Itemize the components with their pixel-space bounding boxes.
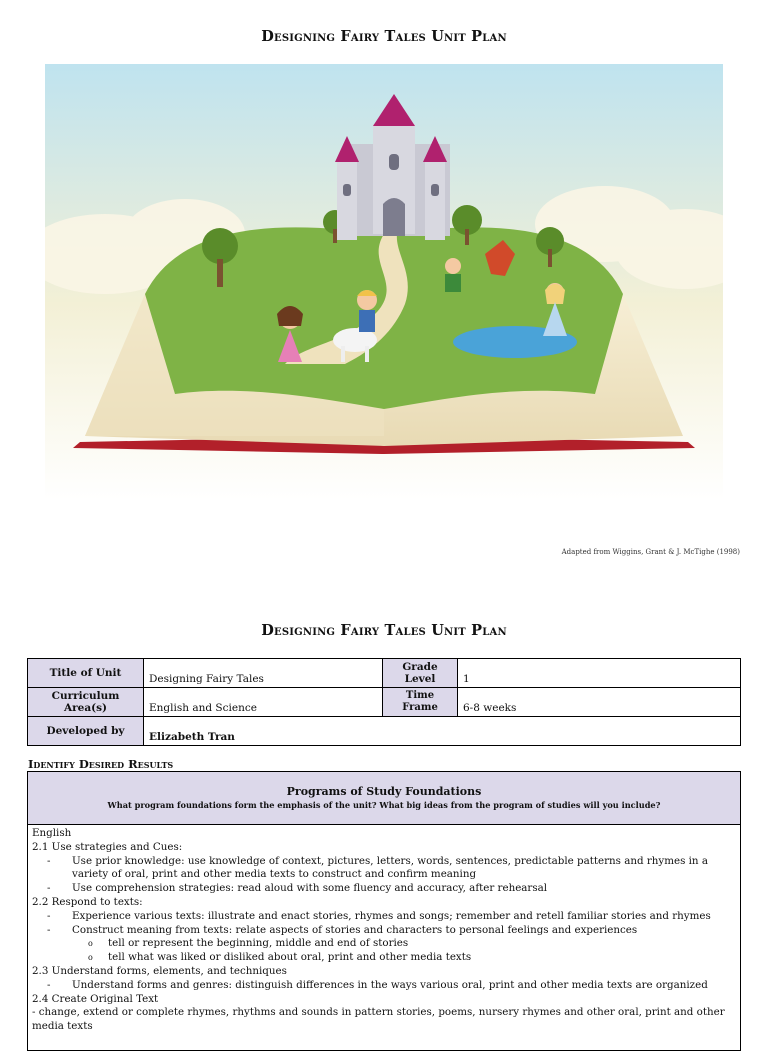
developed-by-value: Elizabeth Tran — [144, 717, 741, 746]
list-item: - Use comprehension strategies: read aloud with some fluency and accuracy, after rehearsal — [47, 882, 548, 895]
curriculum-area-label: Curriculum Area(s) — [28, 688, 144, 717]
sub-list-item: o tell what was liked or disliked about oral, print and other media texts — [88, 951, 472, 964]
title-of-unit-label: Title of Unit — [28, 659, 144, 688]
program-foundations-question: What program foundations form the emphasis of the unit? What big ideas from the program of studies will you include? — [107, 800, 661, 810]
outcome-2-3: 2.3 Understand forms, elements, and techniques — [32, 964, 287, 977]
image-credit: Adapted from Wiggins, Grant & J. McTighe (1998) — [561, 548, 740, 556]
unit-plan-title: Designing Fairy Tales Unit Plan — [261, 622, 507, 639]
time-frame-value: 6-8 weeks — [458, 688, 741, 717]
document-title: Designing Fairy Tales Unit Plan — [261, 28, 507, 45]
outcome-2-4: 2.4 Create Original Text — [32, 992, 159, 1005]
list-item: - Understand forms and genres: distinguish differences in the ways various oral, print and other media texts are organized — [47, 978, 708, 991]
grade-level-value: 1 — [458, 659, 741, 688]
subject-label: English — [32, 827, 72, 839]
fairy-tale-book-illustration — [45, 64, 723, 500]
list-item: - change, extend or complete rhymes, rhythms and sounds in pattern stories, poems, nursery rhymes and other oral, print and other media texts — [32, 1006, 725, 1033]
outcome-2-1: 2.1 Use strategies and Cues: — [32, 840, 183, 853]
list-item: - Use prior knowledge: use knowledge of context, pictures, letters, words, sentences, predictable patterns and rhymes in a variety of oral, print and other media texts to construct and confirm meaning — [47, 854, 708, 881]
program-foundations-heading: Programs of Study Foundations — [286, 785, 482, 798]
title-of-unit-value: Designing Fairy Tales — [144, 659, 383, 688]
unit-info-table — [27, 658, 741, 746]
section-heading: Identify Desired Results — [28, 757, 174, 771]
list-item: - Experience various texts: illustrate and enact stories, rhymes and songs; remember and retell familiar stories and rhymes — [47, 909, 711, 922]
list-item: - Construct meaning from texts: relate aspects of stories and characters to personal feelings and experiences — [47, 923, 638, 936]
sub-list-item: o tell or represent the beginning, middle and end of stories — [88, 937, 409, 950]
grade-level-label: Grade Level — [383, 659, 458, 688]
program-foundations-content — [28, 825, 740, 1036]
developed-by-label: Developed by — [28, 717, 144, 746]
time-frame-label: Time Frame — [383, 688, 458, 717]
program-foundations-box — [27, 771, 741, 1051]
outcome-2-2: 2.2 Respond to texts: — [32, 895, 143, 908]
program-foundations-header — [28, 772, 740, 825]
curriculum-area-value: English and Science — [144, 688, 383, 717]
